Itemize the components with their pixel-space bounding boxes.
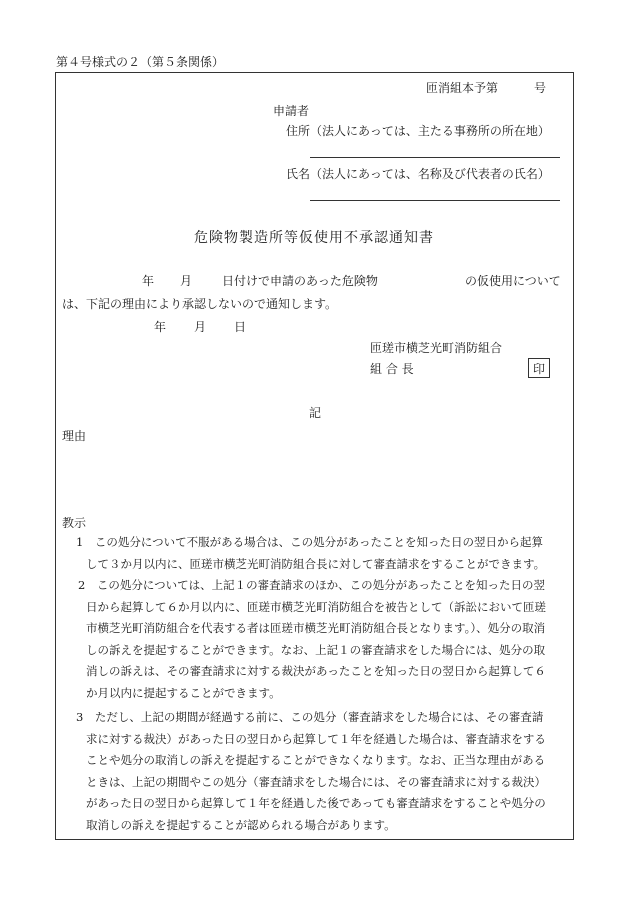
address-line: [310, 157, 560, 158]
instruction-3-line-3: ことや処分の取消しの訴えを提起することができなくなります。なお、正当な理由がある: [86, 753, 546, 768]
instruction-3-line-5: があった日の翌日から起算して１年を経過した後であっても審査請求をすることや処分の: [86, 796, 546, 811]
instruction-2-line-3: 市横芝光町消防組合を代表する者は匝瑳市横芝光町消防組合長となります。）、処分の取消: [86, 621, 546, 636]
instruction-3-line-2: 求に対する裁決）があった日の翌日から起算して１年を経過した場合は、審査請求をする: [86, 731, 546, 746]
instruction-2-line-1: 2 この処分については、上記１の審査請求のほか、この処分があったことを知った日の翌: [78, 578, 545, 592]
body-tail: の仮使用について: [465, 274, 561, 288]
instruction-2-line-6: か月以内に提起することができます。: [86, 685, 281, 700]
instruction-2-line-5: 消しの訴えは、その審査請求に対する裁決があったことを知った日の翌日から起算して６: [86, 664, 546, 679]
instruction-2-line-4: しの訴えを提起することができます。なお、上記１の審査請求をした場合には、処分の取: [86, 642, 546, 657]
instructions-heading: 教示: [62, 516, 87, 530]
document-title: 危険物製造所等仮使用不承認通知書: [194, 230, 434, 246]
body-year: 年: [142, 274, 155, 288]
instruction-item-1: [76, 532, 545, 575]
issuer-organization: 匝瑳市横芝光町消防組合: [370, 341, 503, 355]
address-label: 住所（法人にあっては、主たる事務所の所在地）: [286, 124, 550, 138]
seal-box: [528, 358, 550, 378]
name-label: 氏名（法人にあっては、名称及び代表者の氏名）: [286, 167, 550, 181]
issuer-title: 組 合 長: [370, 362, 414, 376]
name-line: [310, 200, 560, 201]
body-month: 月: [180, 274, 193, 288]
instruction-3-line-6: 取消しの訴えを提起することが認められる場合があります。: [86, 817, 396, 832]
instruction-1-line-1: 1 この処分について不服がある場合は、この処分があったことを知った日の翌日から起算: [76, 535, 543, 549]
instruction-2-line-2: 日から起算して６か月以内に、匝瑳市横芝光町消防組合を被告として（訴訟において匝瑳: [86, 599, 546, 614]
date-month: 月: [194, 320, 207, 334]
instruction-item-2: [78, 575, 546, 705]
body-line2: は、下記の理由により承認しないので通知します。: [62, 297, 338, 311]
form-label: 第４号様式の２（第５条関係）: [56, 55, 225, 69]
seal-mark: 印: [532, 361, 545, 376]
body-day-text: 日付けで申請のあった危険物: [222, 274, 378, 288]
date-year: 年: [154, 320, 167, 334]
ki-heading: 記: [309, 406, 322, 420]
instruction-3-line-4: ときは、上記の期間やこの処分（審査請求をした場合には、その審査請求に対する裁決）: [86, 774, 546, 789]
document-number: 匝消組本予第 号: [426, 81, 547, 95]
instruction-3-line-1: 3 ただし、上記の期間が経過する前に、この処分（審査請求をした場合には、その審査請: [76, 710, 544, 724]
reason-label: 理由: [62, 429, 87, 443]
date-day: 日: [234, 320, 247, 334]
instruction-item-3: [76, 707, 546, 837]
applicant-heading: 申請者: [273, 104, 310, 118]
instruction-1-line-2: して３か月以内に、匝瑳市横芝光町消防組合長に対して審査請求をすることができます。: [86, 556, 546, 571]
